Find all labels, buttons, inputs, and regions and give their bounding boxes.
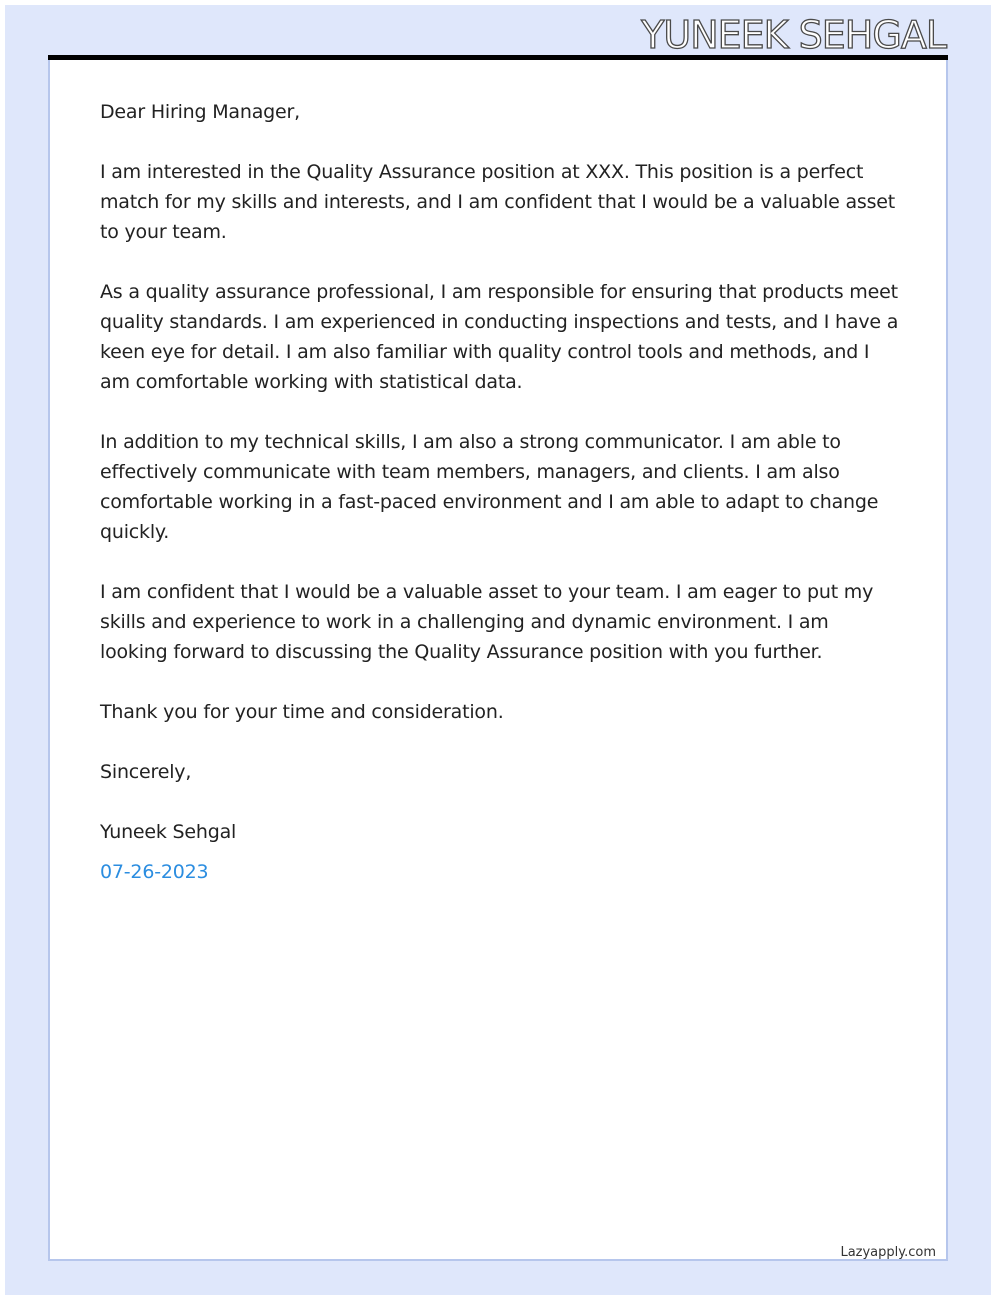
thanks-line: Thank you for your time and consideration. [100,701,504,723]
header-name: YUNEEK SEHGAL [641,13,946,57]
signature-name: Yuneek Sehgal [100,821,237,843]
closing: Sincerely, [100,761,192,783]
salutation: Dear Hiring Manager, [100,101,300,123]
paragraph: I am interested in the Quality Assurance position at XXX. This position is a perfect match for my skills and interests, and I am confident that I would be a valuable asset to your team. [100,161,896,243]
paragraph: I am confident that I would be a valuable asset to your team. I am eager to put my skills and experience to work in a challenging and dynamic environment. I am looking forward to discussing the Quality Assurance position with you further. [100,581,874,663]
paragraph: In addition to my technical skills, I am also a strong communicator. I am able to effectively communicate with team members, managers, and clients. I am also comfortable working in a fast-paced environment and I am able to adapt to change quickly. [100,431,879,543]
letter-body [100,97,900,887]
paragraph: As a quality assurance professional, I am responsible for ensuring that products meet quality standards. I am experienced in conducting inspections and tests, and I have a keen eye for detail. I am also familiar with quality control tools and methods, and I am comfortable working with statistical data. [100,281,899,393]
footer-brand: Lazyapply.com [840,1245,936,1260]
letter-date: 07-26-2023 [100,861,209,883]
